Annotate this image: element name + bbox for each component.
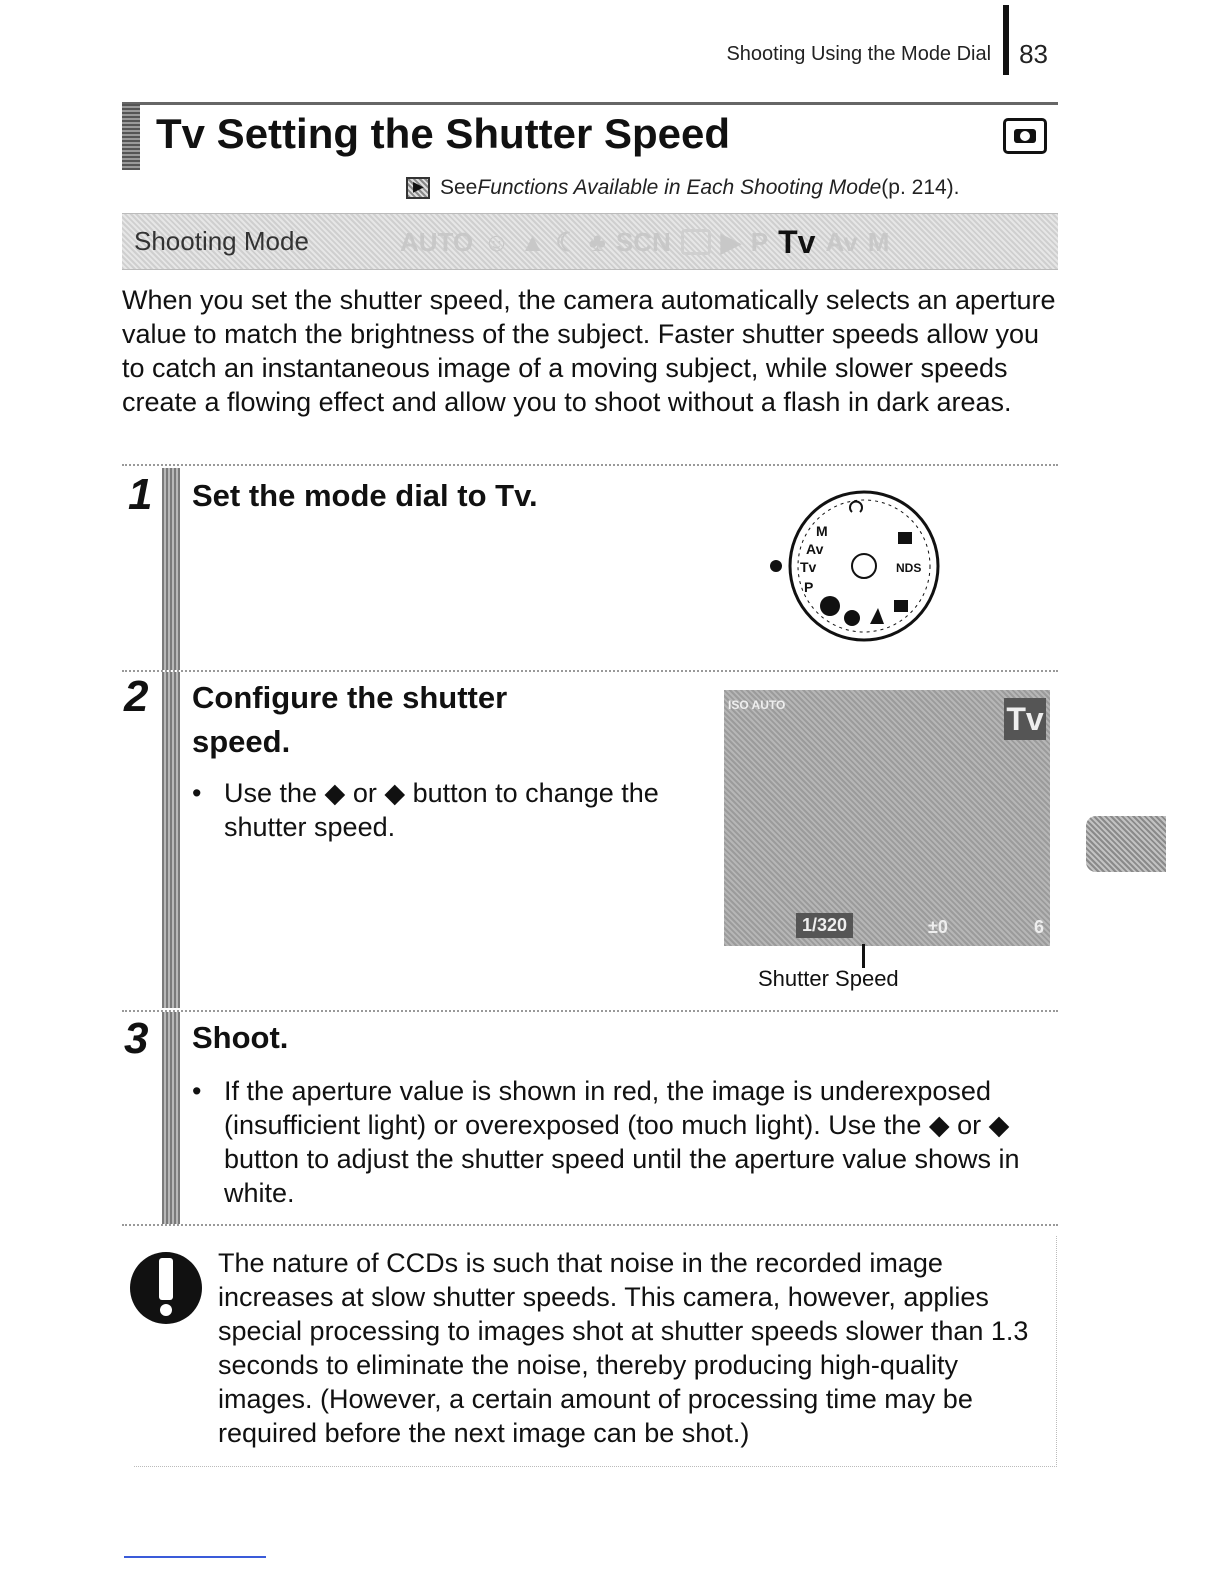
step-title-line2: speed. (192, 724, 291, 759)
intro-paragraph: When you set the shutter speed, the camera automatically selects an aperture value to match the brightness of the subject. Faster shutter speeds allow you to catch an instantaneous image of a moving subject, while slower speeds create a flowing effect and allow you to shoot without a flash in dark areas. (122, 285, 1056, 417)
header-divider (1003, 5, 1009, 75)
reference-suffix: (p. 214). (881, 176, 960, 199)
manual-mode-icon: M (867, 226, 890, 257)
bullet-item (192, 776, 692, 844)
auto-mode-icon: AUTO (400, 226, 474, 257)
footer-rule (124, 1556, 266, 1558)
mode-dial-illustration (786, 488, 942, 644)
step-title: Configure the shutter (192, 680, 508, 715)
camera-icon (1003, 118, 1047, 154)
program-mode-icon: P (750, 226, 769, 257)
dial-label-nds: NDS (896, 561, 922, 575)
caution-text: The nature of CCDs is such that noise in the recorded image increases at slow shutter speeds. This camera, however, applies special processing to images shot at shutter speeds slower than 1.3 seconds to eliminate the noise, thereby producing high-quality images. (However, a certain amount of processing time may be required before the next image can be shot.) (218, 1248, 1029, 1448)
step-divider (122, 670, 1058, 673)
dial-index-marker (770, 560, 782, 572)
page-number: 83 (1019, 38, 1048, 69)
stitch-assist-icon (681, 229, 711, 255)
title-rule (122, 102, 1058, 105)
dial-label-tv: Tv (800, 559, 817, 575)
portrait-mode-icon: ☺ (483, 226, 510, 257)
bullet-text: Use the ◆ or ◆ button to change the shutter speed. (224, 778, 659, 842)
night-scene-mode-icon: ☾ (555, 226, 579, 257)
remaining-shots-value: 6 (1033, 917, 1044, 937)
reference-arrow-icon (406, 177, 430, 199)
iso-indicator: ISO AUTO (728, 698, 786, 712)
cross-reference (406, 176, 960, 200)
step-number: 3 (124, 1014, 149, 1063)
dial-label-p: P (804, 579, 814, 595)
step-divider (122, 464, 1058, 467)
step-title: Shoot. (192, 1020, 289, 1055)
landscape-mode-icon: ▲ (519, 226, 546, 257)
step-bar (162, 468, 180, 670)
bullet-text: If the aperture value is shown in red, the image is underexposed (insufficient light) or overexposed (too much light). Use the ◆ or ◆ button to adjust the shutter speed until the aperture value shows in white. (224, 1076, 1020, 1208)
dial-label-av: Av (806, 541, 824, 557)
exposure-compensation-value: ±0 (928, 917, 948, 937)
title-marker (122, 104, 140, 170)
bullet-item (192, 1074, 1052, 1210)
scn-mode-icon: SCN (615, 226, 671, 257)
caution-icon (130, 1252, 202, 1324)
bullet-dot: • (192, 1076, 202, 1106)
running-header (726, 36, 1048, 72)
step-bar (162, 1012, 180, 1224)
step-number: 2 (124, 672, 149, 721)
av-mode-icon: Av (825, 226, 858, 257)
kids-pets-mode-icon: ♣ (588, 226, 606, 257)
lcd-screen-illustration (724, 690, 1050, 946)
step-divider (122, 1010, 1058, 1013)
page-title: Tv Setting the Shutter Speed (156, 110, 731, 157)
shutter-callout-line (862, 944, 865, 968)
shutter-speed-caption: Shutter Speed (758, 966, 899, 991)
section-title: Shooting Using the Mode Dial (726, 42, 992, 65)
shooting-mode-label: Shooting Mode (134, 226, 309, 256)
step-number: 1 (128, 470, 153, 519)
movie-mode-icon: ▶ (720, 226, 741, 257)
tv-mode-indicator: Tv (1004, 698, 1046, 740)
bullet-dot: • (192, 778, 202, 808)
shutter-speed-value: 1/320 (796, 913, 853, 938)
step-divider (122, 1224, 1058, 1227)
step-bar (162, 672, 180, 1008)
chapter-tab (1086, 816, 1166, 872)
shooting-mode-icons (400, 220, 1050, 264)
step-title: Set the mode dial to Tv. (192, 478, 538, 513)
dial-label-m: M (816, 523, 828, 539)
reference-link[interactable]: Functions Available in Each Shooting Mode (477, 176, 882, 199)
reference-prefix: See (440, 176, 478, 199)
tv-mode-icon: Tv (778, 223, 816, 260)
